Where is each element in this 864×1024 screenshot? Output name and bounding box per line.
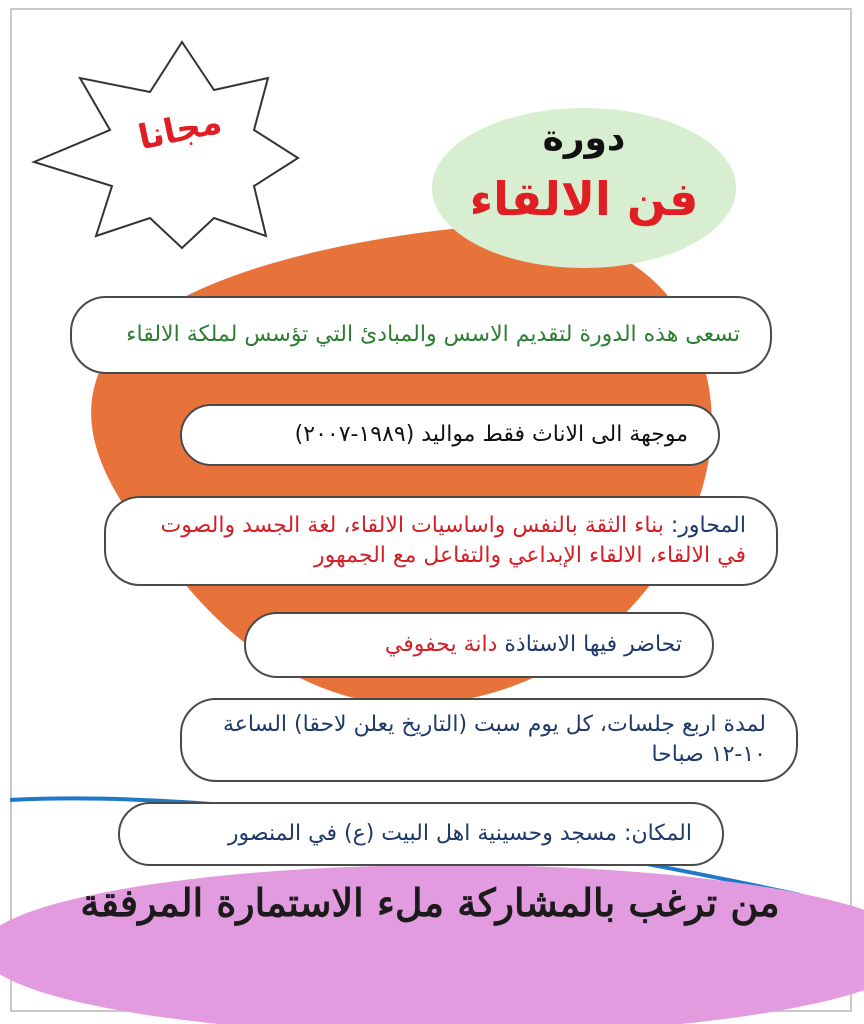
lecturer-content <box>276 630 682 660</box>
location-text: المكان: مسجد وحسينية اهل البيت (ع) في المنصور <box>227 821 692 846</box>
course-title: فن الالقاء <box>469 172 699 226</box>
topics-card <box>104 496 778 586</box>
intro-card <box>70 296 772 374</box>
audience-card <box>180 404 720 466</box>
schedule-text: لمدة اربع جلسات، كل يوم سبت (التاريخ يعلن لاحقا) الساعة ١٠-١٢ صباحا <box>222 712 766 767</box>
schedule-card <box>180 698 798 782</box>
lecturer-card <box>244 612 714 678</box>
intro-text: تسعى هذه الدورة لتقديم الاسس والمبادئ التي تؤسس لملكة الالقاء <box>126 322 740 347</box>
audience-text: موجهة الى الاناث فقط مواليد (١٩٨٩-٢٠٠٧) <box>294 422 688 447</box>
course-label: دورة <box>542 118 626 159</box>
cta-text: من ترغب بالمشاركة ملء الاستمارة المرفقة <box>80 880 780 925</box>
location-card <box>118 802 724 866</box>
topics-content <box>136 511 746 571</box>
free-badge-text: مجانا <box>134 101 226 159</box>
topics-text: بناء الثقة بالنفس واساسيات الالقاء، لغة الجسد والصوت في الالقاء، الالقاء الإبداعي والتفاعل مع الجمهور <box>160 513 746 568</box>
lecturer-prefix: تحاضر فيها الاستاذة <box>504 632 682 657</box>
lecturer-name: دانة يحفوفي <box>384 632 498 657</box>
topics-label: المحاور: <box>670 513 746 538</box>
